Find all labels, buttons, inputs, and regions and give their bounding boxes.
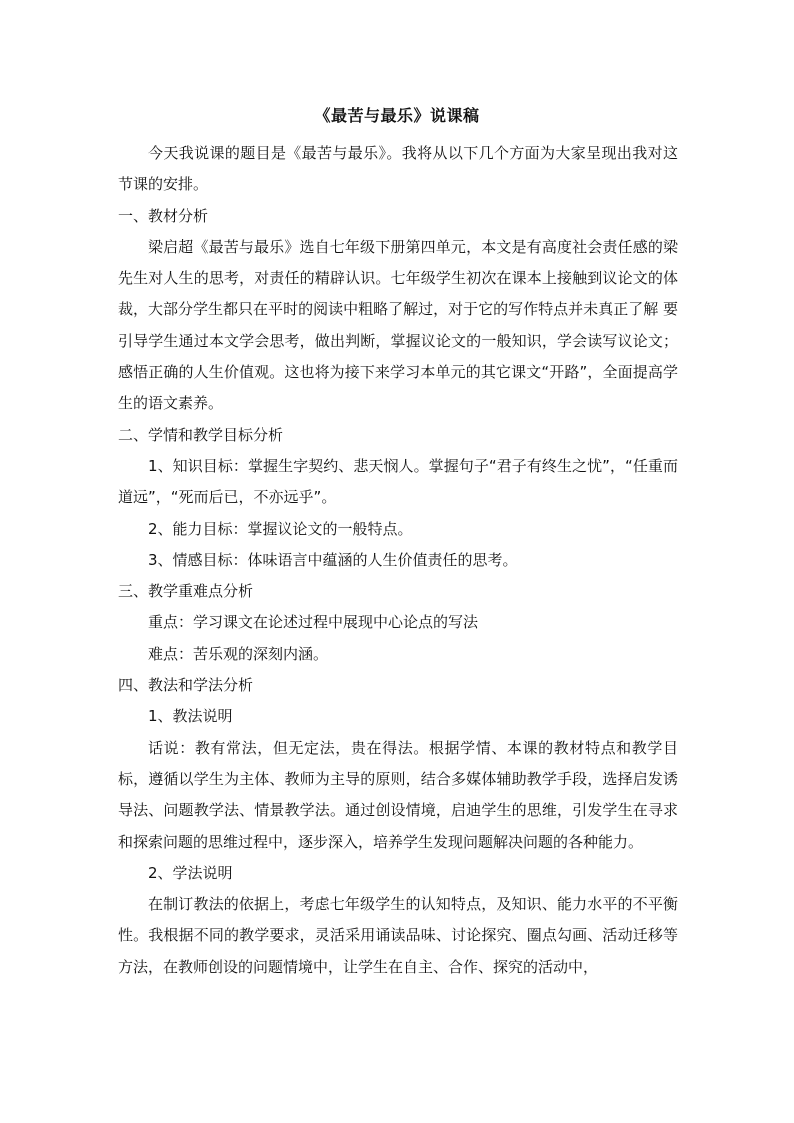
learning-method-paragraph: 在制订教法的依据上，考虑七年级学生的认知特点，及知识、能力水平的不平衡性。我根据不同的教学要求，灵活采用诵读品味、讨论探究、圈点勾画、活动迁移等方法，在教师创设的问题情境中，让学生在自主、合作、探究的活动中， [118,895,678,976]
document-title: 《最苦与最乐》说课稿 [314,106,480,125]
knowledge-objective: 1、知识目标：掌握生字契约、悲天悯人。掌握句子“君子有终生之忧”，“任重而道远”，“死而后已，不亦远乎”。 [118,456,678,507]
section-heading-methods: 四、教法和学法分析 [118,676,254,695]
section-heading-objectives: 二、学情和教学目标分析 [118,425,284,444]
difficult-point: 难点：苦乐观的深刻内涵。 [148,644,329,663]
document-body [118,138,678,983]
section-heading-key-points: 三、教学重难点分析 [118,582,254,601]
learning-method-heading: 2、学法说明 [148,863,233,882]
emotion-objective: 3、情感目标：体味语言中蕴涵的人生价值责任的思考。 [148,550,518,569]
teaching-method-paragraph: 话说：教有常法，但无定法，贵在得法。根据学情、本课的教材特点和教学目标，遵循以学生为主体、教师为主导的原则，结合多媒体辅助教学手段，选择启发诱导法、问题教学法、情景教学法。通过创设情境，启迪学生的思维，引发学生在寻求和探索问题的思维过程中，逐步深入，培养学生发现问题解决问题的各种能力。 [118,738,678,851]
section-heading-textbook-analysis: 一、教材分析 [118,206,209,225]
intro-paragraph: 今天我说课的题目是《最苦与最乐》。我将从以下几个方面为大家呈现出我对这节课的安排。 [118,144,678,194]
textbook-analysis-paragraph: 梁启超《最苦与最乐》选自七年级下册第四单元，本文是有高度社会责任感的梁先生对人生的思考，对责任的精辟认识。七年级学生初次在课本上接触到议论文的体裁，大部分学生都只在平时的阅读中粗略了解过，对于它的写作特点并未真正了解 要引导学生通过本文学会思考，做出判断，掌握议论文的一般知识，学会读写议论文；感悟正确的人生价值观。这也将为接下来学习本单元的其它课文“开路”，全面提高学生的语文素养。 [118,237,678,413]
teaching-method-heading: 1、教法说明 [148,707,233,726]
key-point: 重点：学习课文在论述过程中展现中心论点的写法 [148,613,479,632]
ability-objective: 2、能力目标：掌握议论文的一般特点。 [148,519,413,538]
